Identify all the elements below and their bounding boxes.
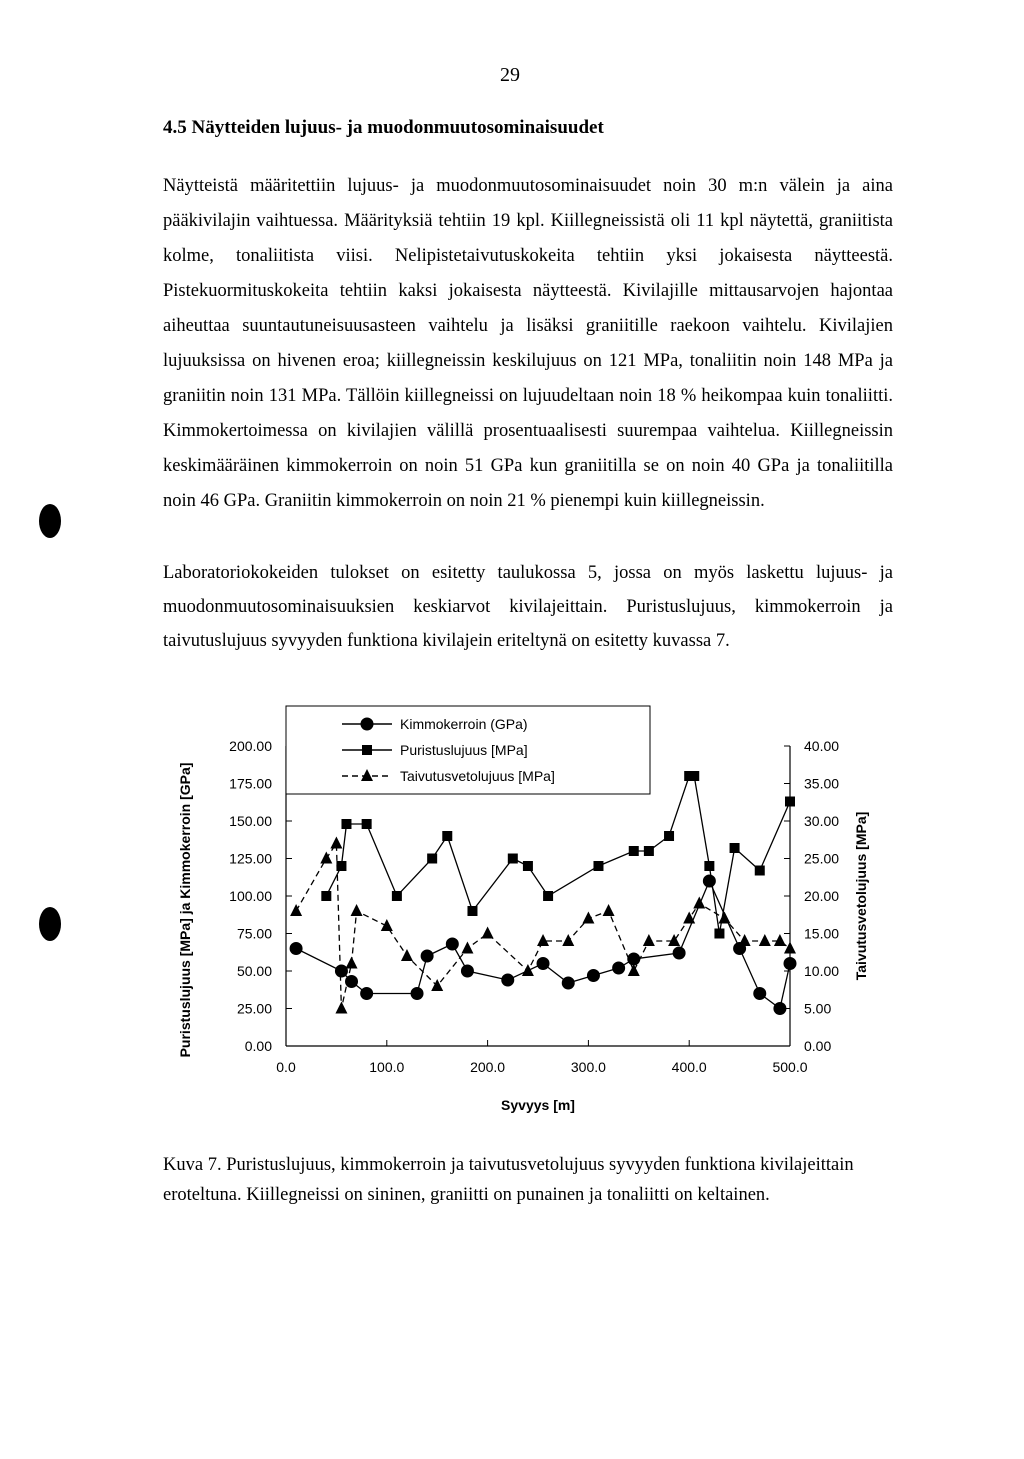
x-axis-title: Syvyys [m] [501,1097,575,1113]
series-2-point [704,861,714,871]
y-right-tick-label: 35.00 [804,775,840,792]
series-1-point [361,988,373,1000]
series-3-point [351,904,363,916]
series-1-point [587,970,599,982]
series-3-point [346,957,358,969]
series-3-point [522,964,534,976]
series-2-point [593,861,603,871]
series-line-2 [326,776,790,934]
series-2-point [508,854,518,864]
series-3-point [693,897,705,909]
series-1-point [673,947,685,959]
series-1-point [703,875,715,887]
series-2-point [341,819,351,829]
series-2-point [730,843,740,853]
series-1-point [461,965,473,977]
x-tick-label: 0.0 [276,1059,296,1075]
bullet-dot-2 [39,907,61,941]
y-left-tick-label: 200.00 [229,738,272,754]
series-3-point [784,942,796,954]
y-right-tick-label: 0.00 [804,1038,832,1054]
series-3-point [537,934,549,946]
bullet-dot-1 [39,504,61,538]
legend [286,706,650,794]
y-right-tick-label: 20.00 [804,888,840,904]
series-2-point [392,891,402,901]
y-left-tick-label: 75.00 [236,925,272,942]
series-2-point [629,846,639,856]
series-3-point [603,904,615,916]
series-1-point [421,950,433,962]
legend-label-3: Taivutusvetolujuus [MPa] [400,768,555,784]
series-2-point [689,771,699,781]
series-3-point [320,852,332,864]
series-3-point [290,904,302,916]
series-line-3 [296,844,790,1009]
y-right-tick-label: 25.00 [804,850,840,867]
series-2-point [785,797,795,807]
series-1-point [537,958,549,970]
y-right-tick-label: 5.00 [804,1000,832,1017]
chart [150,700,890,1140]
y-left-tick-label: 100.00 [229,888,272,904]
x-tick-label: 200.0 [470,1059,506,1075]
series-2-point [543,891,553,901]
y-right-tick-label: 10.00 [804,963,840,979]
series-1-point [754,988,766,1000]
page-number: 29 [500,64,520,86]
series-2-point [523,861,533,871]
y-left-tick-label: 50.00 [236,963,272,979]
series-3-point [759,934,771,946]
y-right-tick-label: 15.00 [804,925,840,942]
series-1-point [502,974,514,986]
series-2-point [714,929,724,939]
series-2-point [427,854,437,864]
series-1-point [774,1003,786,1015]
series-3-point [381,919,393,931]
series-2-point [321,891,331,901]
y-left-tick-label: 25.00 [236,1000,272,1017]
series-2-point [362,819,372,829]
legend-label-2: Puristuslujuus [MPa] [400,742,528,758]
series-2-point [442,831,452,841]
series-2-point [644,846,654,856]
y-right-tick-label: 40.00 [804,738,840,754]
series-group [290,771,796,1015]
series-3-point [335,1002,347,1014]
y-left-tick-label: 175.00 [229,775,272,792]
series-1-point [335,965,347,977]
series-3-point [330,837,342,849]
figure-caption: Kuva 7. Puristuslujuus, kimmokerroin ja taivutusvetolujuus syvyyden funktiona kivilajeittain eroteltuna. Kiillegneissi on sininen, graniitti on punainen ja tonaliitti on keltainen. [163,1155,854,1205]
series-1-point [628,953,640,965]
series-2-point [336,861,346,871]
series-3-point [643,934,655,946]
section-title: 4.5 Näytteiden lujuus- ja muodonmuutosominaisuudet [163,117,604,138]
series-2-point [755,866,765,876]
series-1-point [290,943,302,955]
series-1-point [784,958,796,970]
paragraph-2: Laboratoriokokeiden tulokset on esitetty taulukossa 5, jossa on myös laskettu lujuus- ja muodonmuutosominaisuuksien keskiarvot kivilajeittain. Puristuslujuus, kimmokerroin ja taivutuslujuus syvyyden funktiona kivilajein eriteltynä on esitetty kuvassa 7. [163,563,893,651]
y-left-tick-label: 150.00 [229,813,272,829]
y-axis-title-left: Puristuslujuus [MPa] ja Kimmokerroin [GPa] [177,762,193,1058]
series-3-point [582,912,594,924]
legend-marker-2 [362,745,372,755]
series-3-point [461,942,473,954]
y-left-tick-label: 0.00 [244,1038,272,1054]
x-tick-label: 400.0 [671,1059,707,1075]
paragraph-1: Näytteistä määritettiin lujuus- ja muodonmuutosominaisuudet noin 30 m:n välein ja aina pääkivilajin vaihtuessa. Määrityksiä tehtiin 19 kpl. Kiillegneissistä oli 11 kpl näytettä, graniitista kolme, tonaliitista viisi. Nelipistetaivutuskokeita tehtiin yksi jokaisesta näytteestä. Pistekuormituskokeita tehtiin kaksi jokaisesta näytteestä. Kivilajille mittausarvojen hajontaa aiheuttaa suuntautuneisuusasteen vaihtelu ja lisäksi graniitille raekoon vaihtelu. Kivilajien lujuuksissa on hivenen eroa; kiillegneissin keskilujuus on 121 MPa, tonaliitin noin 148 MPa ja graniitin noin 131 MPa. Tällöin kiillegneissi on lujuudeltaan noin 18 % heikompaa kuin tonaliitti. Kimmokertoimessa on kivilajien välillä prosentuaalisesti suurempaa vaihtelua. Kiillegneissin keskimääräinen kimmokerroin on noin 51 GPa kun graniitilla se on noin 40 GPa ja tonaliitilla noin 46 GPa. Graniitin kimmokerroin on noin 21 % pienempi kuin kiillegneissin. [163,176,893,511]
y-left-tick-label: 125.00 [229,850,272,867]
y-axis-title-right: Taivutusvetolujuus [MPa] [853,811,869,981]
x-tick-label: 100.0 [369,1059,405,1075]
chart-container [150,700,890,1140]
series-3-point [774,934,786,946]
series-1-point [562,977,574,989]
series-1-point [446,938,458,950]
series-2-point [664,831,674,841]
x-tick-label: 500.0 [772,1059,808,1075]
series-3-point [482,927,494,939]
series-3-point [562,934,574,946]
series-2-point [467,906,477,916]
x-tick-label: 300.0 [570,1059,606,1075]
series-1-point [411,988,423,1000]
series-1-point [613,962,625,974]
legend-label-1: Kimmokerroin (GPa) [400,716,528,732]
series-3-point [718,912,730,924]
legend-marker-1 [361,718,373,730]
series-3-point [628,964,640,976]
y-right-tick-label: 30.00 [804,813,840,829]
